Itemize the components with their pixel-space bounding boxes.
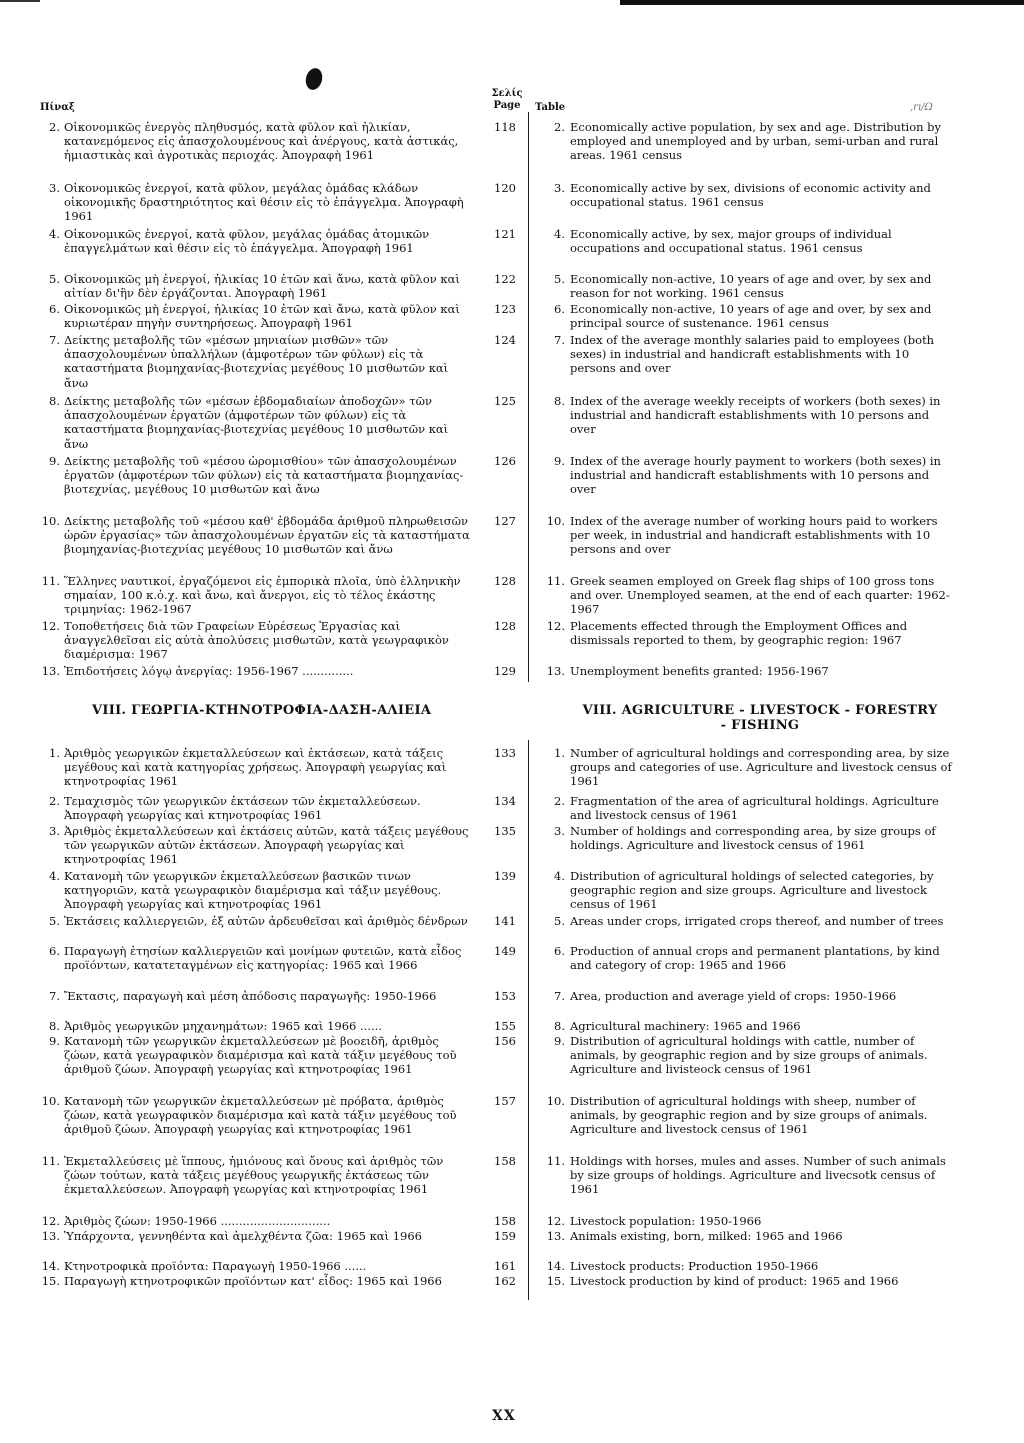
entry-number-english: 4. — [554, 869, 565, 883]
entry-page: 128 — [494, 574, 516, 588]
entry-number-english: 6. — [554, 944, 565, 958]
entry-title-greek: Οἰκονομικῶς μὴ ἐνεργοί, ἡλικίας 10 ἐτῶν καὶ ἄνω, κατὰ φῦλον καὶ αἰτίαν δι'ἣν δὲν ἐργάζονται. Ἀπογραφὴ 1961 — [64, 272, 460, 301]
entry-title-greek: Κατανομὴ τῶν γεωργικῶν ἐκμεταλλεύσεων μὲ βοοειδῆ, ἀριθμὸς ζώων, κατὰ γεωγραφικὸν διαμέρισμα καὶ κατὰ τάξιν μεγέθους τοῦ ἀριθμοῦ ζώων. Ἀπογραφὴ γεωργίας καὶ κτηνοτροφίας 1961 — [64, 1034, 457, 1077]
entry-title-greek: Ἐκτάσεις καλλιεργειῶν, ἐξ αὐτῶν ἀρδευθεῖσαι καὶ ἀριθμὸς δένδρων — [64, 914, 468, 928]
entry-title-english: Number of holdings and corresponding area, by size groups of holdings. Agriculture and livestock census of 1961 — [570, 824, 936, 853]
entry-title-english: Fragmentation of the area of agricultural holdings. Agriculture and livestock census of 1961 — [570, 794, 939, 823]
entry-title-english: Livestock population: 1950-1966 — [570, 1214, 762, 1228]
entry-page: 153 — [494, 989, 516, 1003]
entry-number-english: 11. — [546, 574, 565, 588]
entry-number-greek: 10. — [41, 514, 60, 528]
entry-number-greek: 11. — [41, 574, 60, 588]
entry-number-english: 12. — [546, 1214, 565, 1228]
entry-number-english: 3. — [554, 181, 565, 195]
entry-number-greek: 6. — [49, 944, 60, 958]
entry-title-english: Greek seamen employed on Greek flag ships of 100 gross tons and over. Unemployed seamen, at the end of each quarter: 1962-1967 — [570, 574, 950, 617]
corner-annotation: ,rı/Ω — [910, 102, 933, 113]
entry-title-english: Area, production and average yield of crops: 1950-1966 — [570, 989, 897, 1003]
entry-number-greek: 14. — [41, 1259, 60, 1273]
entry-title-english: Distribution of agricultural holdings with sheep, number of animals, by geographic region and by size groups of animals. Agriculture and livestock census of 1961 — [570, 1094, 928, 1137]
entry-number-greek: 15. — [41, 1274, 60, 1288]
entry-number-greek: 12. — [41, 619, 60, 633]
entry-title-greek: Τεμαχισμὸς τῶν γεωργικῶν ἐκτάσεων τῶν ἐκμεταλλεύσεων. Ἀπογραφὴ γεωργίας καὶ κτηνοτροφίας 1961 — [64, 794, 421, 823]
entry-title-greek: Οἰκονομικῶς ἐνεργὸς πληθυσμός, κατὰ φῦλον καὶ ἡλικίαν, κατανεμόμενος εἰς ἀπασχολουμένους καὶ ἀνέργους, κατὰ ἀστικάς, ἡμιαστικὰς καὶ ἀγροτικὰς περιοχάς. Ἀπογραφὴ 1961 — [64, 120, 459, 163]
corner-mark-line — [0, 0, 40, 2]
header-left-label: Πίναξ — [40, 102, 75, 113]
entry-page: 162 — [494, 1274, 516, 1288]
entry-page: 124 — [494, 333, 516, 347]
entry-page: 127 — [494, 514, 516, 528]
entry-title-english: Economically active population, by sex and age. Distribution by employed and unemployed and by urban, semi-urban and rural areas. 1961 census — [570, 120, 942, 163]
section-heading-greek: VIII. ΓΕΩΡΓΙΑ-ΚΤΗΝΟΤΡΟΦΙΑ-ΔΑΣΗ-ΑΛΙΕΙΑ — [92, 703, 432, 718]
entry-number-english: 8. — [554, 394, 565, 408]
entry-number-english: 2. — [554, 794, 565, 808]
entry-number-english: 15. — [546, 1274, 565, 1288]
entry-title-english: Livestock production by kind of product: 1965 and 1966 — [570, 1274, 899, 1288]
entry-page: 149 — [494, 944, 516, 958]
entry-title-english: Economically active by sex, divisions of economic activity and occupational status. 1961 census — [570, 181, 931, 210]
entry-title-english: Number of agricultural holdings and corresponding area, by size groups and categories of use. Agriculture and livestock census of 1961 — [570, 746, 952, 789]
entry-title-english: Livestock products: Production 1950-1966 — [570, 1259, 819, 1273]
entry-number-greek: 4. — [49, 227, 60, 241]
entry-number-english: 2. — [554, 120, 565, 134]
page-number: XX — [492, 1408, 516, 1424]
entry-title-greek: Τοποθετήσεις διὰ τῶν Γραφείων Εὑρέσεως Ἐργασίας καὶ ἀναγγελθεῖσαι εἰς αὐτὰ ἀπολύσεις μισθωτῶν, κατὰ γεωγραφικὸν διαμέρισμα: 1967 — [64, 619, 449, 662]
entry-number-english: 10. — [546, 1094, 565, 1108]
entry-number-greek: 6. — [49, 302, 60, 316]
entry-number-greek: 5. — [49, 272, 60, 286]
entry-title-greek: Παραγωγὴ ἐτησίων καλλιεργειῶν καὶ μονίμων φυτειῶν, κατὰ εἶδος προϊόντων, κατατεταγμένων εἰς κατηγορίας: 1965 καὶ 1966 — [64, 944, 462, 973]
entry-page: 135 — [494, 824, 516, 838]
header-page-english: Page — [493, 100, 521, 111]
entry-title-english: Holdings with horses, mules and asses. Number of such animals by size groups of holdings. Agriculture and livecsotk census of 1961 — [570, 1154, 946, 1197]
entry-title-english: Index of the average monthly salaries paid to employees (both sexes) in industrial and handicraft establishments with 10 persons and over — [570, 333, 935, 376]
entry-page: 158 — [494, 1214, 516, 1228]
entry-page: 157 — [494, 1094, 516, 1108]
entry-page: 133 — [494, 746, 516, 760]
entry-title-english: Production of annual crops and permanent plantations, by kind and category of crop: 1965 and 1966 — [570, 944, 940, 973]
entry-title-greek: Δείκτης μεταβολῆς τοῦ «μέσου ὡρομισθίου» τῶν ἀπασχολουμένων ἐργατῶν (ἀμφοτέρων τῶν φύλων) εἰς τὰ καταστήματα βιομηχανίας-βιοτεχνίας, μεγέθους 10 μισθωτῶν καὶ ἄνω — [64, 454, 464, 497]
entry-title-english: Index of the average weekly receipts of workers (both sexes) in industrial and handicraft establishments with 10 persons and over — [570, 394, 941, 437]
entry-title-english: Index of the average hourly payment to workers (both sexes) in industrial and handicraft establishments with 10 persons and over — [570, 454, 941, 497]
entry-number-english: 13. — [546, 1229, 565, 1243]
entry-number-greek: 8. — [49, 394, 60, 408]
entry-title-greek: Δείκτης μεταβολῆς τοῦ «μέσου καθ' ἑβδομάδα ἀριθμοῦ πληρωθεισῶν ὡρῶν ἐργασίας» τῶν ἀπασχολουμένων ἐργατῶν εἰς τὰ καταστήματα βιομηχανίας-βιοτεχνίας μεγέθους 10 μισθωτῶν καὶ ἄνω — [64, 514, 470, 557]
section-heading-english: VIII. AGRICULTURE - LIVESTOCK - FORESTRY - FISHING — [582, 703, 938, 733]
entry-page: 155 — [494, 1019, 516, 1033]
entry-page: 118 — [494, 120, 516, 134]
entry-title-greek: Παραγωγὴ κτηνοτροφικῶν προϊόντων κατ' εἶδος: 1965 καὶ 1966 — [64, 1274, 442, 1288]
entry-title-greek: Ἀριθμὸς ζώων: 1950-1966 .............................. — [64, 1214, 331, 1228]
entry-title-greek: Οἰκονομικῶς ἐνεργοί, κατὰ φῦλον, μεγάλας ὁμάδας κλάδων οἰκονομικῆς δραστηριότητος καὶ θέσιν εἰς τὸ ἐπάγγελμα. Ἀπογραφὴ 1961 — [64, 181, 464, 224]
entry-number-greek: 1. — [49, 746, 60, 760]
entry-title-english: Unemployment benefits granted: 1956-1967 — [570, 664, 829, 678]
entry-page: 134 — [494, 794, 516, 808]
entry-number-english: 7. — [554, 333, 565, 347]
entry-number-english: 13. — [546, 664, 565, 678]
entry-number-english: 4. — [554, 227, 565, 241]
entry-title-greek: Ἐκμεταλλεύσεις μὲ ἵππους, ἡμιόνους καὶ ὄνους καὶ ἀριθμὸς τῶν ζώων τούτων, κατὰ τάξεις μεγέθους γεωργικῆς ἐκτάσεως τῶν ἐκμεταλλεύσεων. Ἀπογραφὴ γεωργίας καὶ κτηνοτροφίας 1961 — [64, 1154, 444, 1197]
entry-title-english: Areas under crops, irrigated crops thereof, and number of trees — [570, 914, 944, 928]
top-border-line — [620, 0, 1024, 5]
entry-number-english: 10. — [546, 514, 565, 528]
entry-title-greek: Ἀριθμὸς ἐκμεταλλεύσεων καὶ ἐκτάσεις αὐτῶν, κατὰ τάξεις μεγέθους τῶν γεωργικῶν αὐτῶν ἐκτάσεων. Ἀπογραφὴ γεωργίας καὶ κτηνοτροφίας 1961 — [64, 824, 469, 867]
entry-number-english: 1. — [554, 746, 565, 760]
entry-number-greek: 3. — [49, 181, 60, 195]
entry-number-greek: 11. — [41, 1154, 60, 1168]
entry-page: 156 — [494, 1034, 516, 1048]
entry-title-greek: Δείκτης μεταβολῆς τῶν «μέσων ἑβδομαδιαίων ἀποδοχῶν» τῶν ἀπασχολουμένων ἐργατῶν (ἀμφοτέρων τῶν φύλων) εἰς τὰ καταστήματα βιομηχανίας-βιοτεχνίας μεγέθους 10 μισθωτῶν καὶ ἄνω — [64, 394, 449, 451]
entry-number-greek: 13. — [41, 1229, 60, 1243]
entry-title-greek: Κτηνοτροφικὰ προϊόντα: Παραγωγὴ 1950-1966 ...... — [64, 1259, 367, 1273]
entry-title-greek: Ἀριθμὸς γεωργικῶν ἐκμεταλλεύσεων καὶ ἐκτάσεων, κατὰ τάξεις μεγέθους καὶ κατὰ κατηγορίας χρήσεως. Ἀπογραφὴ γεωργίας καὶ κτηνοτροφίας 1961 — [64, 746, 447, 789]
entry-title-english: Distribution of agricultural holdings with cattle, number of animals, by geographic region and by size groups of animals. Agriculture and livisteock census of 1961 — [570, 1034, 928, 1077]
entry-page: 158 — [494, 1154, 516, 1168]
entry-number-greek: 7. — [49, 989, 60, 1003]
entry-number-english: 5. — [554, 272, 565, 286]
entry-title-english: Economically non-active, 10 years of age and over, by sex and reason for not working. 1961 census — [570, 272, 932, 301]
entry-title-english: Economically non-active, 10 years of age and over, by sex and principal source of sustenance. 1961 census — [570, 302, 932, 331]
ink-blot — [303, 66, 324, 91]
entry-page: 141 — [494, 914, 516, 928]
entry-number-english: 5. — [554, 914, 565, 928]
entry-title-greek: Οἰκονομικῶς ἐνεργοί, κατὰ φῦλον, μεγάλας ὁμάδας ἀτομικῶν ἐπαγγελμάτων καὶ θέσιν εἰς τὸ ἐπάγγελμα. Ἀπογραφὴ 1961 — [64, 227, 430, 256]
entry-title-greek: Ὑπάρχοντα, γεννηθέντα καὶ ἀμελχθέντα ζῶα: 1965 καὶ 1966 — [64, 1229, 422, 1243]
entry-number-english: 3. — [554, 824, 565, 838]
entry-title-greek: Ἕλληνες ναυτικοί, ἐργαζόμενοι εἰς ἐμπορικὰ πλοῖα, ὑπὸ ἑλληνικὴν σημαίαν, 100 κ.ὀ.χ. καὶ ἄνω, καὶ ἄνεργοι, εἰς τὸ τέλος ἑκάστης τριμηνίας: 1962-1967 — [64, 574, 461, 617]
entry-title-english: Distribution of agricultural holdings of selected categories, by geographic region and size groups. Agriculture and livestock census of 1961 — [570, 869, 934, 912]
entry-title-english: Index of the average number of working hours paid to workers per week, in industrial and handicraft establishments with 10 persons and over — [570, 514, 938, 557]
entry-title-greek: Κατανομὴ τῶν γεωργικῶν ἐκμεταλλεύσεων βασικῶν τινων κατηγοριῶν, κατὰ γεωγραφικὸν διαμέρισμα καὶ τάξιν μεγέθους. Ἀπογραφὴ γεωργίας καὶ κτηνοτροφίας 1961 — [64, 869, 442, 912]
entry-title-greek: Ἔκτασις, παραγωγὴ καὶ μέση ἀπόδοσις παραγωγῆς: 1950-1966 — [64, 989, 437, 1003]
entry-title-english: Animals existing, born, milked: 1965 and 1966 — [570, 1229, 843, 1243]
entry-page: 121 — [494, 227, 516, 241]
entry-number-greek: 13. — [41, 664, 60, 678]
entry-page: 159 — [494, 1229, 516, 1243]
header-page-greek: Σελίς — [491, 88, 523, 99]
entry-number-greek: 10. — [41, 1094, 60, 1108]
column-divider-top — [528, 112, 529, 682]
entry-number-english: 14. — [546, 1259, 565, 1273]
entry-title-greek: Κατανομὴ τῶν γεωργικῶν ἐκμεταλλεύσεων μὲ πρόβατα, ἀριθμὸς ζώων, κατὰ γεωγραφικὸν διαμέρισμα καὶ κατὰ τάξιν μεγέθους τοῦ ἀριθμοῦ ζώων. Ἀπογραφὴ γεωργίας καὶ κτηνοτροφίας 1961 — [64, 1094, 457, 1137]
entry-page: 122 — [494, 272, 516, 286]
entry-number-english: 7. — [554, 989, 565, 1003]
entry-page: 125 — [494, 394, 516, 408]
entry-number-greek: 2. — [49, 794, 60, 808]
entry-title-greek: Ἐπιδοτήσεις λόγῳ ἀνεργίας: 1956-1967 .............. — [64, 664, 354, 678]
entry-number-greek: 4. — [49, 869, 60, 883]
entry-number-greek: 7. — [49, 333, 60, 347]
entry-title-greek: Ἀριθμὸς γεωργικῶν μηχανημάτων: 1965 καὶ 1966 ...... — [64, 1019, 382, 1033]
entry-number-greek: 3. — [49, 824, 60, 838]
entry-number-english: 9. — [554, 454, 565, 468]
entry-title-greek: Οἰκονομικῶς μὴ ἐνεργοί, ἡλικίας 10 ἐτῶν καὶ ἄνω, κατὰ φῦλον καὶ κυριωτέραν πηγὴν συντηρήσεως. Ἀπογραφὴ 1961 — [64, 302, 460, 331]
entry-page: 123 — [494, 302, 516, 316]
entry-number-greek: 12. — [41, 1214, 60, 1228]
entry-number-greek: 2. — [49, 120, 60, 134]
entry-number-english: 11. — [546, 1154, 565, 1168]
entry-number-english: 8. — [554, 1019, 565, 1033]
entry-number-greek: 9. — [49, 454, 60, 468]
entry-title-greek: Δείκτης μεταβολῆς τῶν «μέσων μηνιαίων μισθῶν» τῶν ἀπασχολουμένων ὑπαλλήλων (ἀμφοτέρων τῶν φύλων) εἰς τὰ καταστήματα βιομηχανίας-βιοτεχνίας μεγέθους 10 μισθωτῶν καὶ ἄνω — [64, 333, 449, 390]
entry-title-english: Economically active, by sex, major groups of individual occupations and occupational status. 1961 census — [570, 227, 892, 256]
entry-number-english: 12. — [546, 619, 565, 633]
header-right-label: Table — [535, 102, 566, 113]
entry-number-greek: 9. — [49, 1034, 60, 1048]
entry-page: 120 — [494, 181, 516, 195]
entry-title-english: Agricultural machinery: 1965 and 1966 — [570, 1019, 801, 1033]
column-divider-bottom — [528, 740, 529, 1300]
entry-page: 139 — [494, 869, 516, 883]
entry-number-greek: 8. — [49, 1019, 60, 1033]
entry-number-english: 9. — [554, 1034, 565, 1048]
entry-title-english: Placements effected through the Employment Offices and dismissals reported to them, by geographic region: 1967 — [570, 619, 908, 648]
entry-number-greek: 5. — [49, 914, 60, 928]
entry-page: 161 — [494, 1259, 516, 1273]
entry-page: 128 — [494, 619, 516, 633]
entry-page: 129 — [494, 664, 516, 678]
entry-page: 126 — [494, 454, 516, 468]
entry-number-english: 6. — [554, 302, 565, 316]
